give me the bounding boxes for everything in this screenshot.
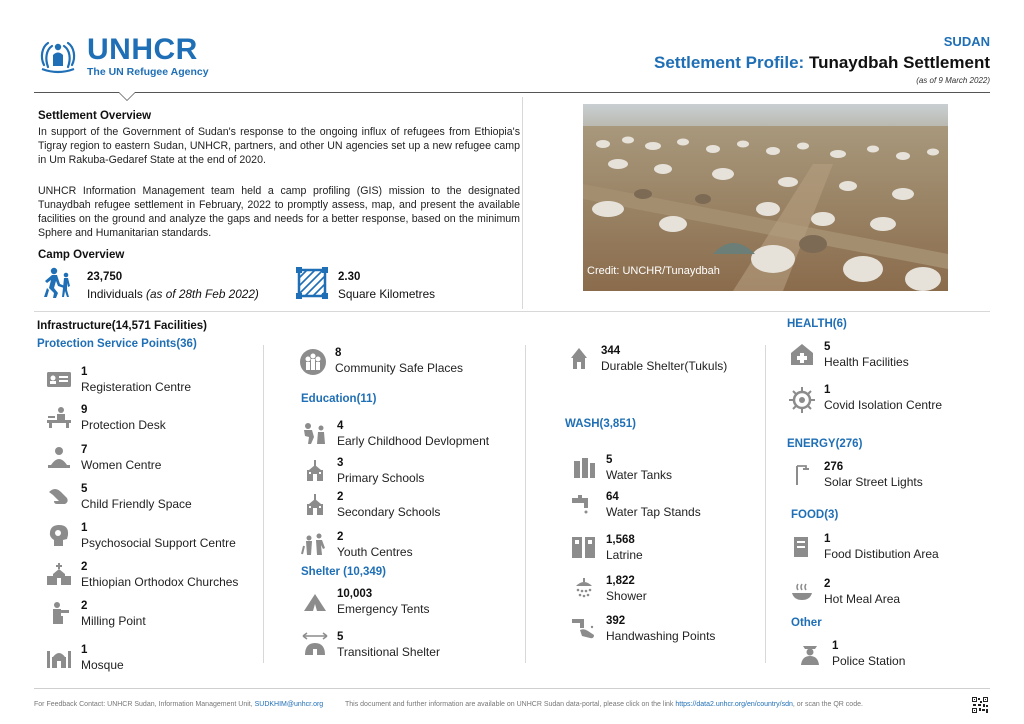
item-label: Milling Point (81, 614, 146, 628)
item-label: Shower (606, 589, 647, 603)
church-icon (45, 562, 73, 586)
item-label: Registeration Centre (81, 380, 192, 394)
item-count: 344 (601, 345, 621, 357)
item-count: 2 (81, 561, 88, 573)
overview-divider (522, 97, 523, 309)
logo-wordmark: UNHCR (87, 32, 198, 66)
footer-info-text: This document and further information are available on UNHCR Sudan data-portal, please click on the link (345, 701, 674, 708)
list-item (570, 574, 647, 604)
item-label: Covid Isolation Centre (824, 398, 943, 412)
footer-info-suffix: , or scan the QR code. (792, 701, 863, 708)
item-count: 1,822 (606, 575, 635, 587)
item-label: Child Friendly Space (81, 497, 192, 511)
unhcr-logo (34, 34, 209, 78)
item-count: 2 (81, 600, 88, 612)
list-item (301, 530, 413, 560)
latrine-icon (570, 535, 598, 559)
item-count: 276 (824, 461, 844, 473)
list-item (45, 521, 236, 551)
section-divider (34, 311, 990, 312)
item-count: 9 (81, 404, 88, 416)
overview-heading: Settlement Overview (38, 110, 152, 122)
list-item (45, 560, 238, 590)
transitional-shelter-icon (301, 632, 329, 656)
individuals-count: 23,750 (87, 271, 123, 283)
youth-icon (301, 532, 329, 556)
item-label: Protection Desk (81, 418, 166, 432)
list-item (788, 460, 923, 490)
item-count: 2 (824, 578, 831, 590)
wash-heading: WASH(3,851) (565, 418, 636, 430)
street-light-icon (788, 462, 816, 486)
area-label: Square Kilometres (338, 287, 436, 301)
item-count: 1 (824, 533, 831, 545)
list-item (301, 630, 440, 660)
item-label: Community Safe Places (335, 361, 464, 375)
item-count: 5 (606, 454, 613, 466)
page-title (654, 53, 990, 73)
item-label: Police Station (832, 654, 906, 668)
item-count: 5 (337, 631, 344, 643)
contact-email-link[interactable]: SUDKHIM@unhcr.org (254, 701, 324, 708)
item-label: Durable Shelter(Tukuls) (601, 359, 728, 373)
header-notch-inner (119, 92, 135, 100)
tap-icon (570, 492, 598, 516)
list-item (45, 443, 161, 473)
item-label: Latrine (606, 548, 643, 562)
desk-icon (45, 405, 73, 429)
item-count: 392 (606, 615, 626, 627)
child-icon (45, 484, 73, 508)
item-label: Health Facilities (824, 355, 909, 369)
item-count: 5 (81, 483, 88, 495)
data-portal-link[interactable]: https://data2.unhcr.org/en/country/sdn (675, 701, 793, 708)
individuals-label-text: Individuals (87, 287, 143, 301)
item-label: Transitional Shelter (337, 645, 440, 659)
id-card-icon (45, 367, 73, 391)
item-count: 1 (81, 522, 88, 534)
water-tank-icon (570, 455, 598, 479)
list-item (788, 383, 942, 415)
item-count: 64 (606, 491, 619, 503)
handwashing-icon (570, 616, 598, 640)
area-square-icon (295, 266, 329, 300)
list-item (570, 453, 672, 483)
list-item (45, 482, 192, 512)
list-item (301, 456, 424, 486)
food-distribution-icon (788, 534, 816, 558)
list-item (788, 577, 900, 607)
item-label: Solar Street Lights (824, 475, 923, 489)
title-label: Settlement Profile: (654, 53, 805, 72)
individuals-label (87, 287, 259, 301)
footer-divider (34, 688, 990, 689)
area-value: 2.30 (338, 271, 361, 283)
shower-icon (570, 576, 598, 600)
item-label: Water Tap Stands (606, 505, 701, 519)
camp-overview-heading: Camp Overview (38, 249, 125, 261)
column-divider-2 (525, 345, 526, 663)
head-icon (45, 523, 73, 547)
health-heading: HEALTH(6) (787, 318, 847, 330)
list-item (570, 614, 715, 644)
logo-tagline: The UN Refugee Agency (87, 65, 209, 78)
title-value: Tunaydbah Settlement (808, 53, 990, 72)
column-divider-1 (263, 345, 264, 663)
item-label: Emergency Tents (337, 602, 430, 616)
item-label: Psychosocial Support Centre (81, 536, 236, 550)
health-icon (788, 342, 816, 366)
tent-icon (301, 589, 329, 613)
overview-paragraph-2: UNHCR Information Management team held a camp profiling (GIS) mission to the designated Tunaydbah refugee settlement in February, 2022 to promptly assess, map, and present the available facilities on the ground and analyze the gaps and needs for a better response, based on the minimum Sphere and Humanitarian standards. (38, 185, 520, 239)
list-item (570, 490, 701, 520)
country-label: SUDAN (943, 34, 990, 49)
item-count: 8 (335, 347, 342, 359)
item-count: 2 (337, 531, 344, 543)
column-divider-3 (765, 345, 766, 663)
item-label: Mosque (81, 658, 124, 672)
as-of-date: (as of 9 March 2022) (916, 76, 990, 85)
overview-paragraph-1: In support of the Government of Sudan's response to the ongoing influx of refugees from Ethiopia's Tigray region to eastern Sudan, UNHCR, partners, and other UN agencies set up a new refugee camp in Um Rakuba-Gedaref State at the end of 2020. (38, 126, 520, 166)
item-count: 10,003 (337, 588, 373, 600)
list-item (45, 643, 124, 673)
photo-credit: Credit: UNCHR/Tunaydbah (587, 265, 720, 277)
list-item (299, 346, 463, 378)
infrastructure-heading: Infrastructure(14,571 Facilities) (37, 320, 208, 332)
police-icon (796, 641, 824, 665)
item-label: Handwashing Points (606, 629, 716, 643)
list-item (788, 340, 909, 370)
people-walking-icon (40, 266, 74, 300)
list-item (45, 599, 146, 629)
tukul-icon (565, 346, 593, 370)
shelter-heading: Shelter (10,349) (301, 566, 387, 578)
hot-meal-icon (788, 579, 816, 603)
ecd-icon (301, 421, 329, 445)
item-count: 1 (832, 640, 839, 652)
education-heading: Education(11) (301, 393, 377, 405)
women-icon (45, 445, 73, 469)
settlement-photo (583, 104, 948, 291)
item-count: 1 (824, 384, 831, 396)
item-count: 3 (337, 457, 344, 469)
item-count: 5 (824, 341, 831, 353)
energy-heading: ENERGY(276) (787, 438, 863, 450)
item-label: Hot Meal Area (824, 592, 901, 606)
list-item (301, 490, 440, 520)
mill-icon (45, 601, 73, 625)
community-icon (299, 348, 327, 378)
list-item (570, 533, 643, 563)
individuals-note: (as of 28th Feb 2022) (146, 287, 259, 301)
list-item (565, 344, 727, 374)
item-label: Food Distibution Area (824, 547, 939, 561)
item-label: Ethiopian Orthodox Churches (81, 575, 239, 589)
list-item (45, 403, 166, 433)
item-count: 1 (81, 644, 88, 656)
list-item (301, 419, 489, 449)
other-heading: Other (791, 617, 822, 629)
item-label: Water Tanks (606, 468, 673, 482)
item-count: 7 (81, 444, 88, 456)
unhcr-emblem-icon (34, 35, 82, 77)
item-label: Early Childhood Devlopment (337, 434, 490, 448)
covid-icon (788, 385, 816, 415)
item-count: 1,568 (606, 534, 635, 546)
mosque-icon (45, 645, 73, 669)
item-count: 2 (337, 491, 344, 503)
food-heading: FOOD(3) (791, 509, 839, 521)
item-label: Secondary Schools (337, 505, 441, 519)
list-item (45, 365, 191, 395)
footer-contact-text: For Feedback Contact: UNHCR Sudan, Information Management Unit, (34, 701, 253, 708)
item-label: Primary Schools (337, 471, 425, 485)
list-item (796, 639, 905, 669)
school-icon (301, 458, 329, 482)
item-count: 1 (81, 366, 88, 378)
item-count: 4 (337, 420, 344, 432)
list-item (788, 532, 939, 562)
footer-contact (34, 701, 323, 708)
school-icon (301, 492, 329, 516)
list-item (301, 587, 430, 617)
header-divider (34, 92, 990, 93)
footer-info (345, 701, 863, 708)
protection-heading: Protection Service Points(36) (37, 338, 197, 350)
item-label: Women Centre (81, 458, 162, 472)
qr-code-icon (972, 697, 988, 713)
item-label: Youth Centres (337, 545, 413, 559)
